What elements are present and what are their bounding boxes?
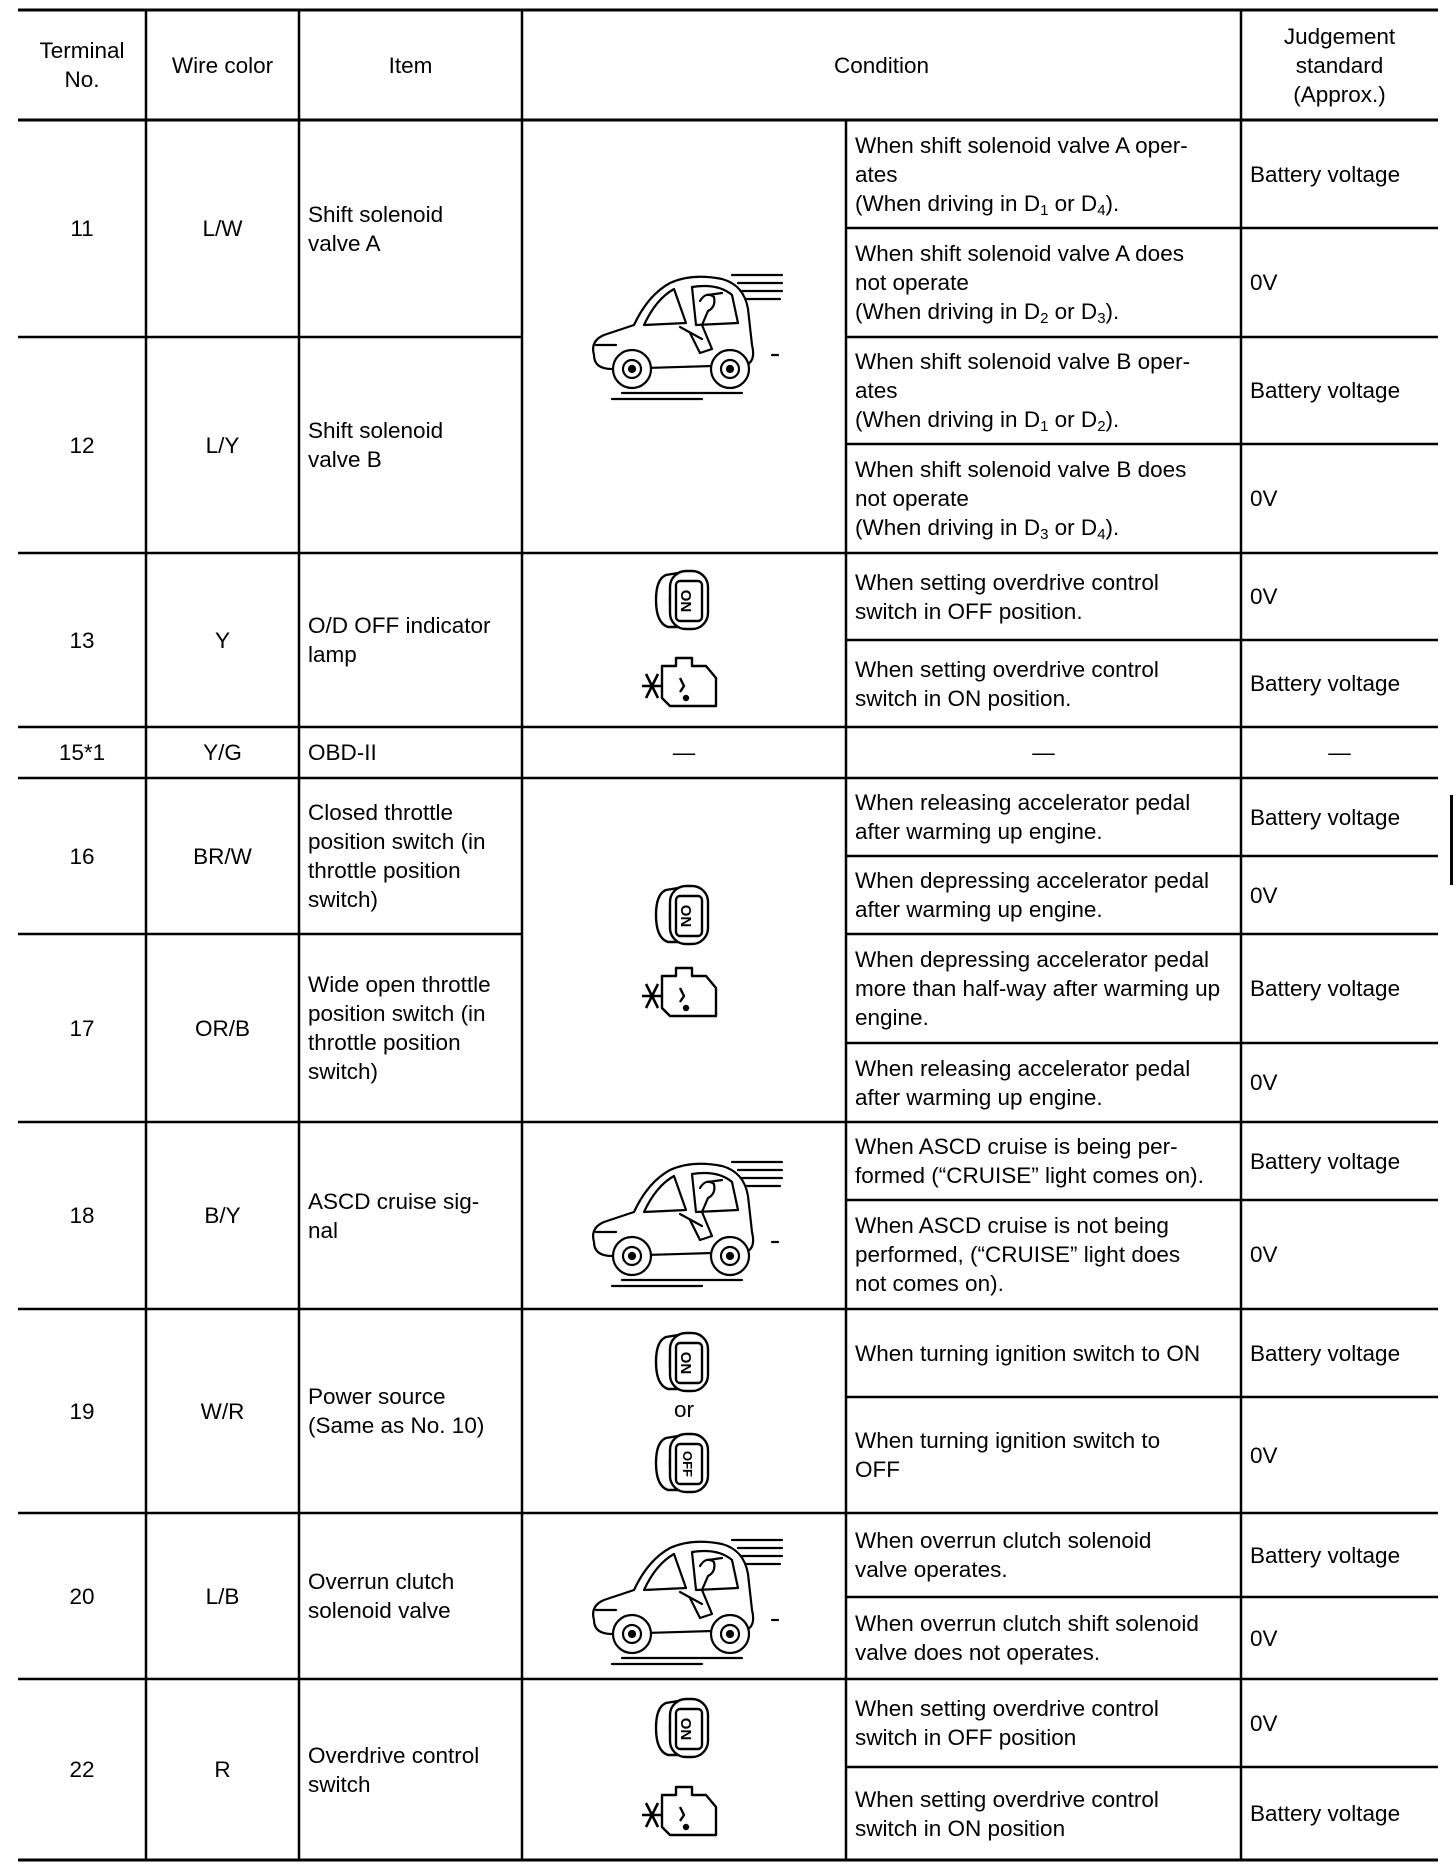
item-15 xyxy=(299,727,522,778)
condition-12-a xyxy=(846,337,1241,444)
judgement-text: Battery voltage xyxy=(1250,1801,1401,1826)
condition-16-b xyxy=(846,856,1241,934)
item-text: Power source (Same as No. 10) xyxy=(308,1384,485,1438)
wire-color: L/B xyxy=(205,1583,240,1609)
judgement-17-b xyxy=(1241,1043,1438,1122)
judgement-text: Battery voltage xyxy=(1250,976,1401,1001)
key-on-text: ON xyxy=(677,589,694,613)
judgement-16-a xyxy=(1241,778,1438,856)
item-19 xyxy=(299,1309,522,1513)
item-text: O/D OFF indicator lamp xyxy=(308,613,491,667)
judgement-text: Battery voltage xyxy=(1250,1542,1401,1568)
header-wire-color xyxy=(146,10,299,120)
condition-text: When depressing accelerator pedal more than half-way after warming up engine. xyxy=(855,947,1221,1030)
condition-17-b xyxy=(846,1043,1241,1122)
dash: — xyxy=(1328,740,1351,765)
ignition-key-on-icon xyxy=(648,1693,718,1763)
judgement-text: Battery voltage xyxy=(1250,804,1401,830)
ignition-key-on-icon xyxy=(648,1327,718,1397)
judgement-22-a xyxy=(1241,1679,1438,1767)
judgement-text: Battery voltage xyxy=(1250,1148,1401,1174)
condition-text: When turning ignition switch to OFF xyxy=(855,1428,1161,1482)
condition-text: When setting overdrive control switch in OFF position. xyxy=(855,569,1159,624)
wire-18 xyxy=(146,1122,299,1309)
margin-mark xyxy=(1450,795,1453,885)
header-judgement-text: Judgement standard (Approx.) xyxy=(1283,23,1396,107)
condition-13-b xyxy=(846,640,1241,727)
condition-18-b xyxy=(846,1200,1241,1309)
terminal-number: 17 xyxy=(69,1015,95,1041)
condition-19-b xyxy=(846,1397,1241,1513)
dash: — xyxy=(672,740,696,765)
engine-running-icon xyxy=(640,1777,728,1847)
judgement-text: Battery voltage xyxy=(1250,161,1401,187)
judgement-text: 0V xyxy=(1250,1710,1278,1736)
condition-text: When releasing accelerator pedal after warming up engine. xyxy=(855,1055,1191,1110)
judgement-19-a xyxy=(1241,1309,1438,1397)
condition-text: When shift solenoid valve B does not operate (When driving in $D_3$ or $D_4$). xyxy=(855,457,1187,543)
terminal-11 xyxy=(18,120,146,337)
item-12 xyxy=(299,337,522,553)
terminal-12 xyxy=(18,337,146,553)
wire-color: Y/G xyxy=(203,740,242,765)
item-text: ASCD cruise sig-nal xyxy=(308,1188,480,1243)
condition-11-b xyxy=(846,228,1241,337)
judgement-15 xyxy=(1241,727,1438,778)
condition-text: When ASCD cruise is being per-formed (“CRUISE” light comes on). xyxy=(855,1134,1204,1188)
item-text: Closed throttle position switch (in throttle position switch) xyxy=(308,800,486,912)
item-20 xyxy=(299,1513,522,1679)
terminal-number: 12 xyxy=(69,432,95,458)
condition-text: When setting overdrive control switch in ON position. xyxy=(855,656,1159,711)
key-off-text: OFF xyxy=(680,1451,695,1477)
header-condition xyxy=(522,10,1241,120)
condition-text: When overrun clutch shift solenoid valve does not operates. xyxy=(855,1611,1199,1665)
judgement-text: 0V xyxy=(1250,1625,1278,1651)
terminal-number: 13 xyxy=(69,627,95,653)
condition-text: When setting overdrive control switch in OFF position xyxy=(855,1696,1159,1750)
wire-color: Y xyxy=(214,627,230,653)
condition-text: When setting overdrive control switch in ON position xyxy=(855,1786,1159,1841)
header-terminal xyxy=(18,10,146,120)
wire-16 xyxy=(146,778,299,934)
judgement-22-b xyxy=(1241,1767,1438,1860)
condition-text: When overrun clutch solenoid valve operates. xyxy=(855,1528,1152,1582)
terminal-15 xyxy=(18,727,146,778)
item-text: Shift solenoid valve B xyxy=(308,418,444,472)
condition-20-b xyxy=(846,1597,1241,1679)
item-17 xyxy=(299,934,522,1122)
item-16 xyxy=(299,778,522,934)
item-22 xyxy=(299,1679,522,1860)
condition-20-a xyxy=(846,1513,1241,1597)
judgement-12-a xyxy=(1241,337,1438,444)
judgement-17-a xyxy=(1241,934,1438,1043)
judgement-19-b xyxy=(1241,1397,1438,1513)
condition-13-a xyxy=(846,553,1241,640)
header-condition-text: Condition xyxy=(833,52,930,78)
judgement-text: 0V xyxy=(1250,270,1278,295)
wire-color: R xyxy=(214,1757,231,1782)
ignition-key-off-icon xyxy=(648,1428,718,1498)
condition-text: When releasing accelerator pedal after warming up engine. xyxy=(855,790,1191,844)
terminal-13 xyxy=(18,553,146,727)
header-item xyxy=(299,10,522,120)
driving-car-icon xyxy=(582,265,787,405)
condition-16-a xyxy=(846,778,1241,856)
judgement-text: 0V xyxy=(1250,486,1278,511)
wire-color: B/Y xyxy=(204,1203,241,1228)
judgement-11-a xyxy=(1241,120,1438,228)
terminal-number: 16 xyxy=(69,843,95,869)
wire-color: L/W xyxy=(202,216,243,241)
terminal-19 xyxy=(18,1309,146,1513)
terminal-18 xyxy=(18,1122,146,1309)
item-13 xyxy=(299,553,522,727)
wire-15 xyxy=(146,727,299,778)
terminal-17 xyxy=(18,934,146,1122)
item-text: Wide open throttle position switch (in throttle position switch) xyxy=(308,972,491,1084)
wire-17 xyxy=(146,934,299,1122)
engine-running-icon xyxy=(640,648,728,718)
condition-18-a xyxy=(846,1122,1241,1200)
condition-text: When ASCD cruise is not being performed, (“CRUISE” light does not comes on). xyxy=(855,1213,1181,1296)
ignition-key-on-icon xyxy=(648,565,718,635)
judgement-text: 0V xyxy=(1250,1242,1278,1267)
condition-text: When depressing accelerator pedal after warming up engine. xyxy=(855,868,1209,922)
judgement-text: Battery voltage xyxy=(1250,1340,1401,1366)
condition-text: When shift solenoid valve A does not operate (When driving in $D_2$ or $D_3$). xyxy=(855,241,1184,327)
condition-17-a xyxy=(846,934,1241,1043)
wire-19 xyxy=(146,1309,299,1513)
driving-car-icon xyxy=(582,1530,787,1670)
judgement-13-a xyxy=(1241,553,1438,640)
judgement-text: 0V xyxy=(1250,1070,1278,1095)
terminal-number: 11 xyxy=(70,216,94,241)
key-on-text: ON xyxy=(677,1351,694,1375)
wire-20 xyxy=(146,1513,299,1679)
condition-15 xyxy=(846,727,1241,778)
wire-color: L/Y xyxy=(205,432,240,458)
item-text: Shift solenoid valve A xyxy=(308,201,444,256)
terminal-number: 19 xyxy=(69,1398,95,1424)
judgement-13-b xyxy=(1241,640,1438,727)
engine-running-icon xyxy=(640,958,728,1028)
judgement-20-a xyxy=(1241,1513,1438,1597)
condition-text: When shift solenoid valve B oper- ates (When driving in $D_1$ or $D_2$). xyxy=(855,349,1191,435)
item-11 xyxy=(299,120,522,337)
judgement-20-b xyxy=(1241,1597,1438,1679)
judgement-text: 0V xyxy=(1250,1442,1278,1468)
wire-12 xyxy=(146,337,299,553)
terminal-16 xyxy=(18,778,146,934)
wire-color: BR/W xyxy=(193,843,252,869)
driving-car-icon xyxy=(582,1152,787,1292)
or-label: or xyxy=(673,1397,694,1422)
header-wire-text: Wire color xyxy=(171,52,274,78)
terminal-number: 15*1 xyxy=(58,740,106,765)
wire-22 xyxy=(146,1679,299,1860)
key-on-text: ON xyxy=(677,904,694,928)
judgement-text: Battery voltage xyxy=(1250,671,1401,696)
condition-11-a xyxy=(846,120,1241,228)
wire-color: OR/B xyxy=(194,1015,250,1041)
condition-22-a xyxy=(846,1679,1241,1767)
header-terminal-text: Terminal No. xyxy=(39,38,125,92)
header-judgement xyxy=(1241,10,1438,120)
item-text: OBD-II xyxy=(308,740,377,765)
terminal-20 xyxy=(18,1513,146,1679)
wire-11 xyxy=(146,120,299,337)
judgement-18-b xyxy=(1241,1200,1438,1309)
condition-19-a xyxy=(846,1309,1241,1397)
terminal-22 xyxy=(18,1679,146,1860)
terminal-number: 20 xyxy=(69,1583,95,1609)
judgement-18-a xyxy=(1241,1122,1438,1200)
judgement-11-b xyxy=(1241,228,1438,337)
item-text: Overrun clutch solenoid valve xyxy=(308,1569,455,1623)
icon-15 xyxy=(522,727,846,778)
condition-22-b xyxy=(846,1767,1241,1860)
judgement-text: 0V xyxy=(1250,584,1278,609)
wire-13 xyxy=(146,553,299,727)
key-on-text: ON xyxy=(677,1717,694,1741)
judgement-text: Battery voltage xyxy=(1250,378,1401,403)
terminal-number: 22 xyxy=(69,1757,95,1782)
judgement-text: 0V xyxy=(1250,882,1278,908)
condition-text: When shift solenoid valve A oper- ates (When driving in $D_1$ or $D_4$). xyxy=(855,132,1188,219)
judgement-16-b xyxy=(1241,856,1438,934)
judgement-12-b xyxy=(1241,444,1438,553)
condition-12-b xyxy=(846,444,1241,553)
item-18 xyxy=(299,1122,522,1309)
terminal-number: 18 xyxy=(69,1203,95,1228)
ignition-key-on-icon xyxy=(648,880,718,950)
condition-text: When turning ignition switch to ON xyxy=(855,1340,1201,1366)
item-text: Overdrive control switch xyxy=(308,1742,480,1797)
wire-color: W/R xyxy=(200,1398,245,1424)
dash: — xyxy=(1032,740,1055,765)
header-item-text: Item xyxy=(388,52,433,78)
